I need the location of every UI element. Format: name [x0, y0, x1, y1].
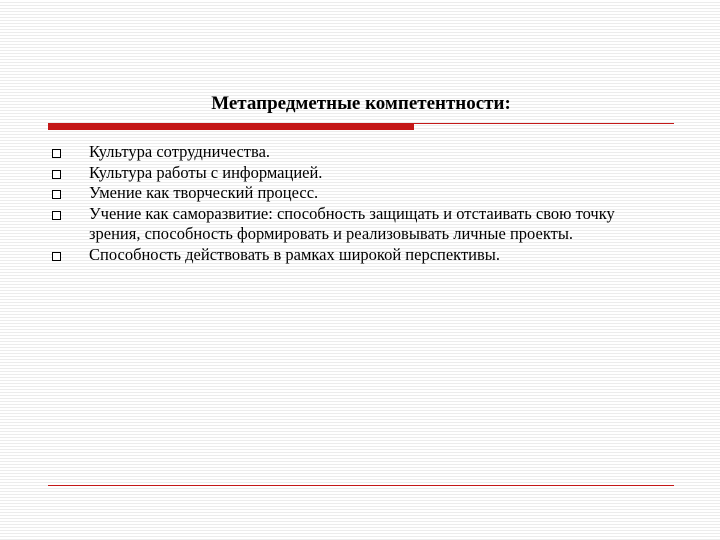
list-item-text: Культура сотрудничества.	[89, 142, 271, 161]
list-item-text: Культура работы с информацией.	[89, 162, 323, 182]
list-item-text: Умение как творческий процесс.	[89, 183, 319, 202]
list-item	[52, 204, 642, 245]
list-item	[52, 163, 642, 184]
list-item	[52, 183, 642, 204]
hollow-square-icon	[52, 252, 61, 261]
slide-title: Метапредметные компетентности:	[211, 93, 511, 114]
hollow-square-icon	[52, 190, 61, 199]
footer-divider-line	[48, 485, 674, 486]
hollow-square-icon	[52, 149, 61, 158]
list-item-text: Способность действовать в рамках широкой перспективы.	[89, 244, 501, 264]
hollow-square-icon	[52, 211, 61, 220]
list-item	[52, 245, 642, 266]
title-accent-bar	[48, 123, 414, 130]
list-item-text: Учение как саморазвитие: способность защищать и отстаивать свою точку зрения, способность формировать и реализовывать личные проекты.	[89, 203, 615, 243]
bullet-list	[52, 142, 642, 265]
list-item	[52, 142, 642, 163]
hollow-square-icon	[52, 170, 61, 179]
